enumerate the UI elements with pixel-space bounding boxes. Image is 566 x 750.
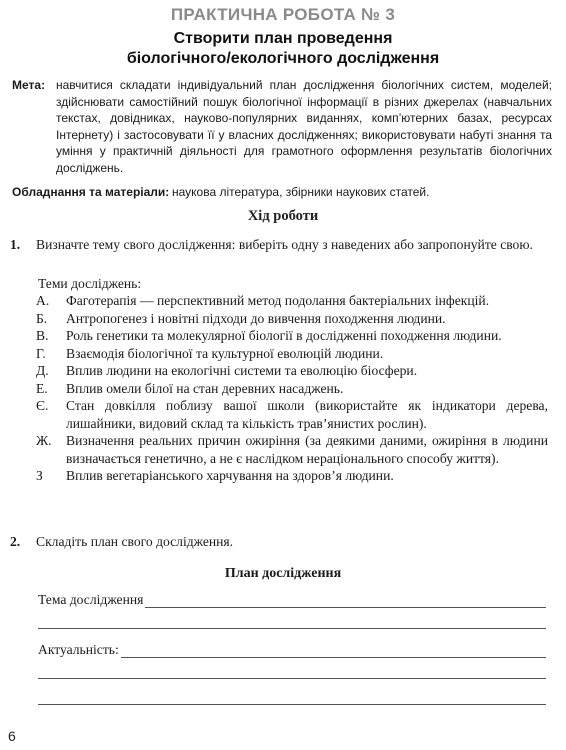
list-item bbox=[36, 380, 548, 398]
list-item bbox=[36, 292, 548, 310]
page-number: 6 bbox=[8, 728, 16, 744]
goal-text: навчитися складати індивідуальний план дослідження біологічних систем, моделей; здійснювати самостійний пошук біологічної інформації в різних джерелах (навчальних текстах, довідниках, науково-популярних виданнях, комп’ютерних базах, ресурсах Інтернету) і застосовувати її у власних дослідженнях; використовувати набуті знання та уміння у практичній діяльності для грамотного оформлення результатів біологічних досліджень. bbox=[56, 78, 552, 175]
task-text: Визначте тему свого дослідження: виберіть одну з наведених або запропонуйте свою. bbox=[36, 237, 533, 252]
answer-line[interactable] bbox=[38, 628, 546, 629]
list-item bbox=[36, 345, 548, 363]
list-item bbox=[36, 327, 548, 345]
list-item bbox=[36, 397, 548, 432]
topic-letter: З bbox=[36, 468, 43, 483]
topic-letter: В. bbox=[36, 328, 49, 343]
relevance-answer-line[interactable] bbox=[121, 643, 546, 658]
plan-heading: План дослідження bbox=[224, 566, 342, 581]
topic-answer-line[interactable] bbox=[145, 593, 546, 608]
relevance-field[interactable] bbox=[38, 640, 546, 658]
list-item bbox=[36, 432, 548, 467]
equipment-label: Обладнання та матеріали: bbox=[12, 185, 170, 199]
task-text: Складіть план свого дослідження. bbox=[36, 534, 234, 549]
task-2 bbox=[10, 533, 550, 551]
topic-letter: Є. bbox=[36, 398, 49, 413]
relevance-field-label: Актуальність: bbox=[38, 642, 119, 657]
goal-label: Мета: bbox=[12, 78, 46, 92]
equipment-section bbox=[12, 184, 552, 200]
topic-text: Фаготерапія — перспективний метод подолання бактеріальних інфекцій. bbox=[66, 293, 490, 308]
task-number: 2. bbox=[10, 534, 21, 549]
list-item bbox=[36, 362, 548, 380]
topic-text: Вплив вегетаріанського харчування на здоров’я людини. bbox=[66, 468, 394, 483]
topic-letter: Е. bbox=[36, 380, 48, 396]
title-line-2: біологічного/екологічного дослідження bbox=[126, 50, 440, 67]
topic-field[interactable] bbox=[38, 590, 546, 608]
topic-text: Вплив омели білої на стан деревних насаджень. bbox=[66, 380, 344, 396]
practical-work-header: ПРАКТИЧНА РОБОТА № 3 bbox=[170, 5, 396, 24]
answer-line[interactable] bbox=[38, 678, 546, 679]
topic-letter: Ж. bbox=[36, 433, 52, 448]
topic-text: Стан довкілля поблизу вашої школи (використайте як індикатори дерева, лишайники, видовий склад та кількість трав’янистих рослин). bbox=[66, 398, 548, 431]
topic-text: Взаємодія біологічної та культурної еволюцій людини. bbox=[66, 345, 384, 361]
topic-text: Вплив людини на екологічні системи та еволюцію біосфери. bbox=[66, 363, 418, 378]
topic-letter: Д. bbox=[36, 363, 49, 378]
topic-letter: Б. bbox=[36, 310, 48, 326]
topic-text: Антропогенез і новітні підходи до вивчення походження людини. bbox=[66, 310, 446, 326]
topics-list bbox=[36, 292, 548, 485]
topic-text: Роль генетики та молекулярної біології в дослідженні походження людини. bbox=[66, 328, 502, 343]
list-item bbox=[36, 467, 548, 485]
topic-letter: Г. bbox=[36, 345, 46, 361]
topics-label: Теми досліджень: bbox=[38, 276, 142, 291]
progress-heading: Хід роботи bbox=[247, 208, 319, 224]
list-item bbox=[36, 310, 548, 328]
topic-field-label: Тема дослідження bbox=[38, 592, 144, 607]
answer-line[interactable] bbox=[38, 704, 546, 705]
topic-text: Визначення реальних причин ожиріння (за деякими даними, ожиріння в людини визначається генетично, а не є наслідком нераціонального способу життя). bbox=[66, 433, 548, 466]
page-title bbox=[0, 29, 566, 69]
topic-letter: А. bbox=[36, 293, 50, 308]
task-number: 1. bbox=[10, 237, 21, 252]
equipment-text: наукова література, збірники наукових статей. bbox=[172, 185, 430, 199]
title-line-1: Створити план проведення bbox=[173, 30, 393, 47]
task-1 bbox=[10, 236, 550, 254]
goal-section bbox=[12, 77, 552, 177]
